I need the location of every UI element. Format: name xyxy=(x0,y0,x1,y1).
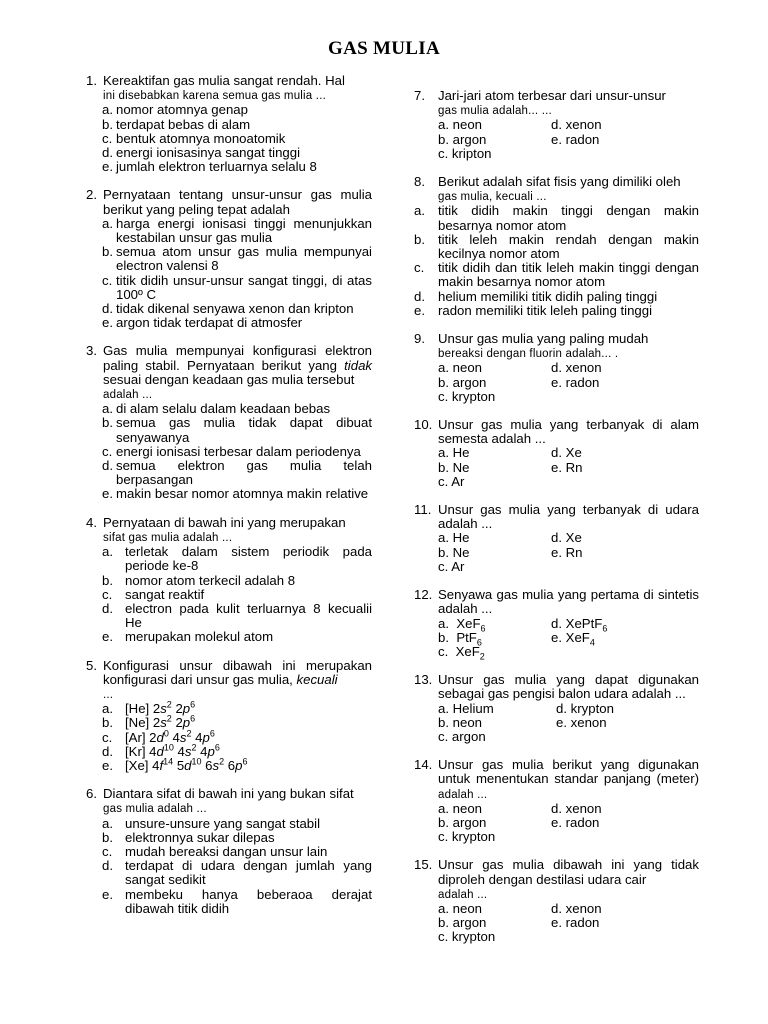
option-label: d. xyxy=(102,458,117,474)
question-text: Pernyataan tentang unsur-unsur gas mulia berikut yang peling tepat adalah xyxy=(103,187,372,217)
question-number: 1. xyxy=(86,73,101,88)
answer-option[interactable]: d. xenon xyxy=(551,900,602,916)
answer-option[interactable]: e. Rn xyxy=(551,459,583,475)
formula-subscript: 6 xyxy=(480,623,486,634)
formula-text: XeF xyxy=(565,629,590,645)
option-text: semua elektron gas mulia telah berpasangan xyxy=(116,458,372,488)
option-text: argon tidak terdapat di atmosfer xyxy=(116,315,303,331)
option-label: e. xyxy=(414,302,429,318)
option-label: b. xyxy=(414,231,429,247)
answer-option-d[interactable] xyxy=(86,602,372,630)
option-grid xyxy=(414,802,699,845)
option-grid xyxy=(414,702,699,745)
question-stem: Konfigurasi unsur dibawah ini merupakan konfigurasi dari unsur gas mulia, xyxy=(103,657,372,687)
answer-option-b[interactable] xyxy=(86,416,372,444)
left-column xyxy=(86,74,372,930)
answer-option-d[interactable] xyxy=(86,859,372,887)
option-label: b. xyxy=(438,629,457,645)
question-1 xyxy=(86,74,372,174)
answer-option[interactable]: c. krypton xyxy=(438,829,496,845)
question-text xyxy=(103,516,372,545)
answer-option-b[interactable] xyxy=(86,831,372,845)
answer-option-e[interactable] xyxy=(86,630,372,644)
question-number: 7. xyxy=(414,88,429,103)
answer-option[interactable]: d. Xe xyxy=(551,530,582,546)
answer-option-c[interactable] xyxy=(86,728,372,745)
option-text: titik didih dan titik leleh makin tinggi dengan makin besarnya nomor atom xyxy=(438,260,699,290)
option-label: b. xyxy=(102,244,117,260)
shell-number: 4 xyxy=(173,743,185,759)
config-core: [Xe] 4 xyxy=(125,757,160,773)
formula-subscript: 2 xyxy=(479,651,485,662)
question-6 xyxy=(86,787,372,916)
chemical-formula xyxy=(565,629,595,648)
formula-subscript: 6 xyxy=(476,637,482,648)
option-label: b. xyxy=(102,116,117,132)
answer-option[interactable] xyxy=(438,615,551,634)
answer-option[interactable] xyxy=(551,147,699,161)
option-label: e. xyxy=(551,629,566,645)
orbital-letter: d xyxy=(156,743,164,759)
answer-option-d[interactable] xyxy=(86,302,372,316)
question-stem-continued: sifat gas mulia adalah ... xyxy=(103,531,233,544)
option-text: tidak dikenal senyawa xenon dan kripton xyxy=(116,301,354,317)
option-grid xyxy=(414,361,699,404)
option-label: c. xyxy=(102,272,116,288)
answer-option[interactable]: a. Helium xyxy=(438,700,494,716)
option-text: elektronnya sukar dilepas xyxy=(125,829,275,845)
answer-option-e[interactable] xyxy=(86,487,372,501)
question-stem-continued: gas mulia, kecuali ... xyxy=(438,191,547,204)
answer-option[interactable]: a. neon xyxy=(438,800,482,816)
shell-number: 4 xyxy=(196,743,208,759)
answer-option-c[interactable] xyxy=(86,445,372,459)
option-label: c. xyxy=(102,843,116,859)
orbital-letter: s xyxy=(160,701,167,717)
orbital-letter: s xyxy=(212,757,220,773)
option-label: c. xyxy=(414,260,428,276)
option-text: unsure-unsure yang sangat stabil xyxy=(125,815,321,831)
option-text: helium memiliki titik didih paling tinggi xyxy=(438,288,658,304)
answer-option[interactable] xyxy=(551,645,699,659)
orbital-letter: s xyxy=(179,729,187,745)
answer-option[interactable]: e. radon xyxy=(551,915,600,931)
answer-option-c[interactable] xyxy=(86,274,372,302)
answer-option[interactable]: b. Ne xyxy=(438,459,470,475)
chemical-formula xyxy=(565,615,608,634)
option-text: terdapat bebas di alam xyxy=(116,116,251,132)
option-text: semua atom unsur gas mulia mempunyai electron valensi 8 xyxy=(116,244,372,274)
question-stem-ending: adalah ... xyxy=(103,389,153,402)
formula-text: XePtF xyxy=(565,615,603,631)
question-stem: Diantara sifat di bawah ini yang bukan sifat xyxy=(103,786,354,802)
formula-subscript: 4 xyxy=(589,637,595,648)
question-text xyxy=(438,858,699,902)
shell-number: 4 xyxy=(191,729,203,745)
question-stem: Unsur gas mulia yang paling mudah xyxy=(438,331,649,347)
formula-option-grid xyxy=(414,617,699,660)
answer-option-c[interactable] xyxy=(86,132,372,146)
question-stem: Unsur gas mulia dibawah ini yang tidak diproleh dengan destilasi udara cair xyxy=(438,857,699,887)
option-text: titik didih unsur-unsur sangat tinggi, di atas 100º C xyxy=(116,272,372,302)
option-label: a. xyxy=(102,815,117,831)
answer-option-d[interactable] xyxy=(86,742,372,759)
electron-count: 0 xyxy=(163,728,169,739)
answer-option-b[interactable] xyxy=(86,118,372,132)
orbital-letter: f xyxy=(159,757,164,773)
answer-option-e[interactable] xyxy=(86,756,372,773)
electron-configuration xyxy=(125,756,372,773)
option-text: electron pada kulit terluarnya 8 kecualii He xyxy=(125,600,372,631)
answer-option-a[interactable] xyxy=(86,817,372,831)
question-number: 15. xyxy=(414,857,436,873)
electron-configuration xyxy=(125,728,372,745)
option-label: a. xyxy=(102,544,117,560)
shell-number: 5 xyxy=(173,757,185,773)
answer-option-a[interactable] xyxy=(86,402,372,416)
option-label: d. xyxy=(414,288,429,304)
option-text: terdapat di udara dengan jumlah yang sangat sedikit xyxy=(125,858,372,888)
answer-option[interactable]: b. argon xyxy=(438,374,487,390)
answer-option[interactable]: c. argon xyxy=(438,728,486,744)
answer-option[interactable]: b. neon xyxy=(438,714,482,730)
option-label: b. xyxy=(102,572,117,588)
answer-option[interactable]: a. neon xyxy=(438,900,482,916)
question-stem-continued: sesuai dengan keadaan gas mulia tersebut xyxy=(103,371,355,387)
option-grid xyxy=(414,118,699,161)
question-text xyxy=(103,659,372,703)
question-stem-continued: adalah ... xyxy=(438,788,488,801)
option-text: nomor atom terkecil adalah 8 xyxy=(125,572,296,588)
orbital-letter: p xyxy=(182,715,191,731)
question-number: 11. xyxy=(414,502,436,518)
question-stem-continued: gas mulia adalah... ... xyxy=(438,105,552,118)
option-label: c. xyxy=(102,130,116,146)
option-label: d. xyxy=(102,600,117,616)
answer-option[interactable]: a. neon xyxy=(438,117,482,133)
question-number: 10. xyxy=(414,417,436,433)
question-number: 4. xyxy=(86,514,101,530)
question-9 xyxy=(414,332,699,404)
option-label: c. xyxy=(102,586,116,602)
option-text: makin besar nomor atomnya makin relative xyxy=(116,486,369,502)
answer-option[interactable]: b. Ne xyxy=(438,544,470,560)
electron-count: 2 xyxy=(191,742,197,753)
option-text: terletak dalam sistem periodik pada periode ke-8 xyxy=(125,544,372,574)
page-title: GAS MULIA xyxy=(328,38,440,59)
answer-option-a[interactable] xyxy=(414,204,699,232)
question-text xyxy=(438,758,699,802)
answer-option[interactable]: c. Ar xyxy=(438,473,465,489)
question-stem-continued: adalah ... xyxy=(438,888,488,901)
option-grid xyxy=(414,446,699,489)
formula-text: PtF xyxy=(456,629,477,645)
shell-number: 2 xyxy=(171,715,183,731)
shell-number: 6 xyxy=(224,757,236,773)
orbital-letter: p xyxy=(202,729,210,745)
option-label: b. xyxy=(102,415,117,431)
answer-option[interactable]: b. argon xyxy=(438,814,487,830)
question-number: 5. xyxy=(86,657,101,673)
electron-count: 2 xyxy=(166,713,172,724)
option-label: c. xyxy=(438,643,456,659)
question-number: 12. xyxy=(414,587,436,603)
option-text: membeku hanya beberaoa derajat dibawah titik didih xyxy=(125,886,372,916)
answer-option-b[interactable] xyxy=(86,245,372,273)
question-2 xyxy=(86,188,372,330)
formula-text: Xe xyxy=(456,615,473,631)
question-4 xyxy=(86,516,372,645)
answer-option-a[interactable] xyxy=(86,103,372,117)
electron-count: 2 xyxy=(219,756,225,767)
answer-option[interactable] xyxy=(551,560,699,574)
answer-option[interactable]: a. neon xyxy=(438,360,482,376)
option-text: titik leleh makin rendah dengan makin kecilnya nomor atom xyxy=(438,231,699,262)
answer-option[interactable] xyxy=(551,830,699,844)
answer-option-d[interactable] xyxy=(86,146,372,160)
option-text: di alam selalu dalam keadaan bebas xyxy=(116,401,331,417)
option-label: e. xyxy=(102,886,117,902)
electron-configuration xyxy=(125,713,372,731)
question-stem-continued: ... xyxy=(103,688,114,701)
electron-count: 10 xyxy=(191,756,202,767)
question-text xyxy=(103,74,372,103)
chemical-formula xyxy=(456,629,482,648)
option-text: nomor atomnya genap xyxy=(116,102,248,118)
electron-count: 6 xyxy=(214,742,220,753)
option-label: a. xyxy=(102,215,117,231)
option-label: b. xyxy=(102,715,117,731)
answer-option[interactable]: c. kripton xyxy=(438,145,492,161)
electron-count: 10 xyxy=(163,742,174,753)
answer-option[interactable]: d. xenon xyxy=(551,800,602,816)
question-3 xyxy=(86,344,372,501)
orbital-letter: p xyxy=(207,743,215,759)
question-number: 2. xyxy=(86,187,101,203)
answer-option-e[interactable] xyxy=(414,304,699,318)
electron-count: 6 xyxy=(190,699,196,710)
question-stem-continued: bereaksi dengan fluorin adalah... . xyxy=(438,348,619,361)
electron-count: 2 xyxy=(166,699,172,710)
answer-option[interactable] xyxy=(551,629,699,648)
option-text: energi ionisasi terbesar dalam periodenya xyxy=(116,443,361,459)
orbital-letter: d xyxy=(184,757,192,773)
option-label: e. xyxy=(102,315,117,331)
answer-option-e[interactable] xyxy=(86,888,372,916)
answer-option[interactable]: d. xenon xyxy=(551,360,602,376)
question-text: Senyawa gas mulia yang pertama di sintetis adalah ... xyxy=(438,587,699,617)
option-label: e. xyxy=(102,159,117,175)
question-number: 13. xyxy=(414,672,436,688)
question-number: 14. xyxy=(414,757,436,773)
answer-option-a[interactable] xyxy=(86,217,372,245)
option-label: a. xyxy=(102,102,117,118)
answer-option-b[interactable] xyxy=(86,574,372,588)
option-label: a. xyxy=(438,615,457,631)
option-label: d. xyxy=(102,743,117,759)
option-text: radon memiliki titik leleh paling tinggi xyxy=(438,302,653,318)
option-text: merupakan molekul atom xyxy=(125,629,274,645)
chemical-formula xyxy=(456,615,486,634)
option-label: a. xyxy=(414,203,429,219)
option-grid xyxy=(414,531,699,574)
option-label: a. xyxy=(102,401,117,417)
answer-option[interactable]: e. radon xyxy=(551,814,600,830)
answer-option-d[interactable] xyxy=(414,290,699,304)
answer-option-c[interactable] xyxy=(86,845,372,859)
option-text: jumlah elektron terluarnya selalu 8 xyxy=(116,159,317,175)
answer-option-c[interactable] xyxy=(414,261,699,289)
config-core: [Ne] 2 xyxy=(125,715,161,731)
answer-option-c[interactable] xyxy=(86,588,372,602)
right-column xyxy=(414,89,699,959)
electron-count: 6 xyxy=(209,728,215,739)
question-text xyxy=(103,787,372,816)
answer-option[interactable]: d. xenon xyxy=(551,117,602,133)
config-core: [He] 2 xyxy=(125,701,161,717)
formula-text: XeF xyxy=(455,643,480,659)
question-text: Unsur gas mulia yang terbanyak di udara adalah ... xyxy=(438,502,699,532)
answer-option[interactable] xyxy=(556,730,699,744)
option-label: e. xyxy=(102,629,117,645)
question-stem-continued: gas mulia adalah ... xyxy=(103,803,207,816)
formula-subscript: 6 xyxy=(602,623,608,634)
question-text: Unsur gas mulia yang terbanyak di alam semesta adalah ... xyxy=(438,417,699,447)
answer-option[interactable]: d. Xe xyxy=(551,445,582,461)
question-text xyxy=(438,175,699,204)
answer-option[interactable]: e. radon xyxy=(551,131,600,147)
answer-option-e[interactable] xyxy=(86,316,372,330)
answer-option[interactable] xyxy=(551,475,699,489)
option-label: b. xyxy=(102,829,117,845)
question-stem-continued: ini disebabkan karena semua gas mulia ... xyxy=(103,90,326,103)
shell-number: 4 xyxy=(168,729,180,745)
option-text: bentuk atomnya monoatomik xyxy=(116,130,286,146)
answer-option[interactable]: b. argon xyxy=(438,915,487,931)
option-label: d. xyxy=(102,301,117,317)
question-stem: Berikut adalah sifat fisis yang dimiliki oleh xyxy=(438,174,681,190)
question-11 xyxy=(414,503,699,574)
orbital-letter: p xyxy=(235,757,243,773)
option-text: energi ionisasinya sangat tinggi xyxy=(116,145,301,161)
config-core: [Ar] 2 xyxy=(125,729,157,745)
answer-option-b[interactable] xyxy=(86,713,372,731)
answer-option[interactable] xyxy=(551,615,699,634)
answer-option-b[interactable] xyxy=(414,233,699,261)
option-label: d. xyxy=(102,858,117,874)
answer-option[interactable]: c. Ar xyxy=(438,558,465,574)
option-text: titik didih makin tinggi dengan makin besarnya nomor atom xyxy=(438,203,699,233)
option-label: d. xyxy=(102,145,117,161)
answer-option[interactable]: a. He xyxy=(438,445,470,461)
answer-option[interactable]: e. Rn xyxy=(551,544,583,560)
emphasis-word: kecuali xyxy=(296,671,338,687)
answer-option[interactable]: b. argon xyxy=(438,131,487,147)
question-10 xyxy=(414,418,699,489)
question-stem: Jari-jari atom terbesar dari unsur-unsur xyxy=(438,88,666,103)
answer-option[interactable]: a. He xyxy=(438,530,470,546)
question-stem: Gas mulia mempunyai konfigurasi elektron paling stabil. Pernyataan berikut yang xyxy=(103,343,372,373)
question-number: 9. xyxy=(414,331,429,347)
answer-option[interactable]: e. xenon xyxy=(556,714,607,730)
answer-option[interactable]: c. krypton xyxy=(438,388,496,404)
answer-option[interactable] xyxy=(438,643,551,662)
answer-option[interactable] xyxy=(551,390,699,404)
chemical-formula xyxy=(455,643,485,662)
question-13 xyxy=(414,673,699,744)
question-stem: Pernyataan di bawah ini yang merupakan xyxy=(103,514,346,530)
question-stem: Unsur gas mulia berikut yang digunakan untuk menentukan standar panjang (meter) xyxy=(438,757,699,787)
orbital-letter: d xyxy=(156,729,164,745)
question-stem: Kereaktifan gas mulia sangat rendah. Hal xyxy=(103,73,345,88)
answer-option[interactable] xyxy=(551,930,699,944)
option-text: mudah bereaksi dangan unsur lain xyxy=(125,843,328,859)
option-label: c. xyxy=(102,729,116,745)
question-number: 3. xyxy=(86,343,101,359)
question-text xyxy=(103,344,372,402)
electron-count: 2 xyxy=(186,728,192,739)
question-5 xyxy=(86,659,372,774)
electron-count: 6 xyxy=(242,756,248,767)
formula-text: F xyxy=(472,615,481,631)
option-text: sangat reaktif xyxy=(125,586,205,602)
shell-number: 6 xyxy=(201,757,213,773)
answer-option-d[interactable] xyxy=(86,459,372,487)
question-text xyxy=(438,332,699,361)
question-7 xyxy=(414,89,699,161)
question-8 xyxy=(414,175,699,318)
orbital-letter: s xyxy=(184,743,192,759)
electron-count: 6 xyxy=(190,713,196,724)
orbital-letter: p xyxy=(182,701,191,717)
emphasis-word: tidak xyxy=(344,357,372,373)
answer-option[interactable]: e. radon xyxy=(551,374,600,390)
question-text: Unsur gas mulia yang dapat digunakan sebagai gas pengisi balon udara adalah ... xyxy=(438,672,699,702)
answer-option-a[interactable] xyxy=(86,545,372,573)
question-14 xyxy=(414,758,699,844)
option-text: semua gas mulia tidak dapat dibuat senyawanya xyxy=(116,415,372,445)
question-number: 8. xyxy=(414,174,429,190)
option-text: harga energi ionisasi tinggi menunjukkan kestabilan unsur gas mulia xyxy=(116,215,372,246)
shell-number: 2 xyxy=(171,701,183,717)
question-12 xyxy=(414,587,699,662)
option-label: c. xyxy=(102,443,116,459)
question-text xyxy=(438,89,699,118)
electron-count: 14 xyxy=(163,756,174,767)
option-label: e. xyxy=(102,486,117,502)
option-label: e. xyxy=(102,757,117,773)
answer-option[interactable]: d. krypton xyxy=(556,700,614,716)
answer-option[interactable] xyxy=(438,629,551,648)
config-core: [Kr] 4 xyxy=(125,743,157,759)
option-label: d. xyxy=(551,615,566,631)
question-15 xyxy=(414,858,699,944)
orbital-letter: s xyxy=(160,715,167,731)
question-number: 6. xyxy=(86,786,101,802)
option-label: a. xyxy=(102,701,117,717)
option-grid xyxy=(414,902,699,945)
answer-option[interactable]: c. krypton xyxy=(438,929,496,945)
answer-option-e[interactable] xyxy=(86,160,372,174)
